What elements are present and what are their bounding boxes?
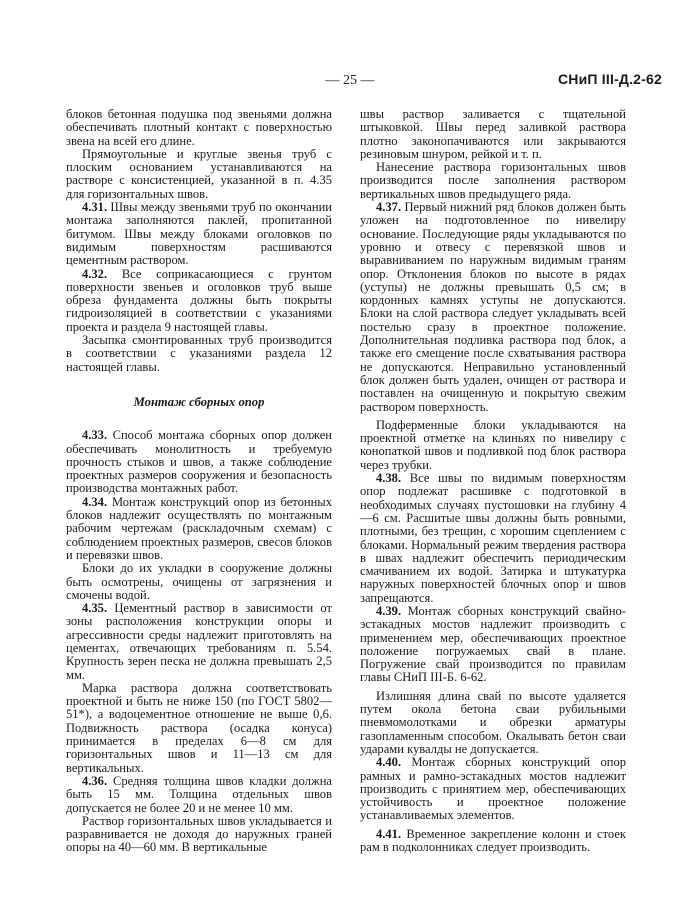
- clause-text: Цементный раствор в зависимости от зоны расположения конструкции опоры и агрессивности среды надлежит приготовлять на цементах, отвечающих требованиям п. 5.54. Крупность зерен песка не должна превышать 2,5 мм.: [66, 601, 332, 682]
- clause-text: Способ монтажа сборных опор должен обеспечивать монолитность и требуемую прочность стыков и швов, а также соблюдение проектных размеров сооружения и безопасность производства монтажных работ.: [66, 428, 332, 496]
- paragraph: Блоки до их укладки в сооружение должны быть осмотрены, очищены от загрязнения и смочены водой.: [66, 561, 332, 602]
- clause-number: 4.34.: [82, 494, 108, 509]
- clause-4-40: [360, 756, 626, 822]
- document-code: СНиП III-Д.2-62: [558, 71, 662, 87]
- clause-4-34: [66, 496, 332, 562]
- clause-4-39: [360, 605, 626, 685]
- clause-text: Средняя толщина швов кладки должна быть 15 мм. Толщина отдельных швов допускается не более 20 и не менее 10 мм.: [66, 773, 332, 815]
- clause-4-38: [360, 472, 626, 605]
- paragraph: Прямоугольные и круглые звенья труб с плоским основанием устанавливаются на растворе с консистенцией, указанной в п. 4.35 для горизонтальных швов.: [66, 146, 332, 201]
- left-column: [66, 108, 332, 855]
- clause-text: Все швы по видимым поверхностям опор подлежат расшивке с подготовкой в необходимых случаях пустошовки на глубину 4—6 см. Расшитые швы должны быть ровными, плотными, без трещин, с хорошим сцеплением с блоками. Нормальный режим твердения раствора в швах надлежит обеспечить периодическим смачиванием их водой. Затирка и штукатурка наружных поверхностей блочных опор и швов запрещаются.: [360, 471, 626, 605]
- section-heading: Монтаж сборных опор: [133, 394, 265, 409]
- paragraph: блоков бетонная подушка под звеньями должна обеспечивать плотный контакт с поверхностью звена на всей его длине.: [66, 107, 332, 148]
- clause-text: Монтаж конструкций опор из бетонных блоков надлежит осуществлять по монтажным рабочим чертежам (раскладочным схемам) с соблюдением проектных размеров, свесов блоков и перевязки швов.: [66, 494, 332, 562]
- clause-number: 4.31.: [82, 200, 108, 215]
- clause-text: Швы между звеньями труб по окончании монтажа заполняются паклей, пропитанной битумом. Швы между блоками оголовков по видимым поверхностям расшиваются цементным раствором.: [66, 200, 332, 268]
- paragraph: Раствор горизонтальных швов укладывается и разравнивается не доходя до наружных граней опоры на 40—60 мм. В вертикальные: [66, 813, 332, 855]
- clause-4-31: [66, 201, 332, 267]
- clause-number: 4.32.: [82, 266, 108, 281]
- clause-number: 4.41.: [376, 826, 402, 841]
- page-number: — 25 —: [325, 73, 375, 88]
- clause-number: 4.40.: [376, 755, 402, 770]
- clause-number: 4.36.: [82, 773, 108, 788]
- paragraph: Излишняя длина свай по высоте удаляется путем окола бетона сваи рубильными пневмомолотками и обрезки арматуры газопламенным способом. Окалывать бетон сваи ударами кувалды не допускается.: [360, 688, 626, 756]
- clause-number: 4.35.: [82, 601, 108, 616]
- paragraph: Подферменные блоки укладываются на проектной отметке на клиньях по нивелиру с конопаткой швов и подливкой под блок раствора через трубки.: [360, 417, 626, 472]
- clause-4-35: [66, 602, 332, 682]
- clause-4-41: [360, 828, 626, 855]
- clause-4-33: [66, 429, 332, 495]
- paragraph: Засыпка смонтированных труб производится в соответствии с указаниями раздела 12 настоящей главы.: [66, 333, 332, 374]
- clause-4-32: [66, 268, 332, 334]
- paragraph: Марка раствора должна соответствовать проектной и быть не ниже 150 (по ГОСТ 5802—51*), а водоцементное отношение не выше 0,6. Подвижность раствора (осадка конуса) принимается в пределах 6—8 см для горизонтальных швов и 11—13 см для вертикальных.: [66, 680, 332, 775]
- paragraph: Нанесение раствора горизонтальных швов производится после заполнения раствором вертикальных швов предыдущего ряда.: [360, 160, 626, 201]
- paragraph: швы раствор заливается с тщательной штыковкой. Швы перед заливкой раствора плотно законопачиваются или закрываются резиновым шнуром, рейкой и т. п.: [360, 107, 626, 161]
- clause-number: 4.33.: [82, 428, 108, 443]
- clause-number: 4.38.: [376, 471, 402, 486]
- clause-number: 4.37.: [376, 200, 402, 215]
- clause-4-37: [360, 201, 626, 414]
- clause-text: Все соприкасающиеся с грунтом поверхности звеньев и оголовков труб выше обреза фундамента должны быть покрыты гидроизоляцией в соответствии с указаниями проекта и раздела 9 настоящей главы.: [66, 266, 332, 334]
- clause-text: Монтаж сборных конструкций опор рамных и рамно-эстакадных мостов надлежит производить с принятием мер, обеспечивающих устойчивость и проектное положение устанавливаемых элементов.: [360, 755, 626, 823]
- clause-text: Временное закрепление колонн и стоек рам в подколонниках следует производить.: [360, 826, 627, 855]
- clause-number: 4.39.: [376, 603, 402, 618]
- right-column: [360, 108, 626, 854]
- clause-text: Монтаж сборных конструкций свайно-эстакадных мостов надлежит производить с применением мер, обеспечивающих проектное положение погружаемых свай в плане. Погружение свай производится по правилам главы СНиП III-Б. 6-62.: [360, 603, 626, 685]
- clause-text: Первый нижний ряд блоков должен быть уложен на подготовленное по нивелиру основание. Последующие ряды укладываются по уровню и отвесу с перевязкой швов и выравниванием по наружным видимым граням опор. Отклонения блоков по высоте в рядах (уступы) не должны превышать 0,5 см; в кордонных камнях уступы не допускаются. Блоки на слой раствора следует укладывать всей постелью сразу в проектное положение. Дополнительная подливка раствора под блок, а также его смещение после схватывания раствора не допускаются. Неправильно установленный блок должен быть удален, очищен от раствора и поставлен на очищенную и покрытую свежим раствором поверхность.: [360, 200, 626, 414]
- clause-4-36: [66, 775, 332, 815]
